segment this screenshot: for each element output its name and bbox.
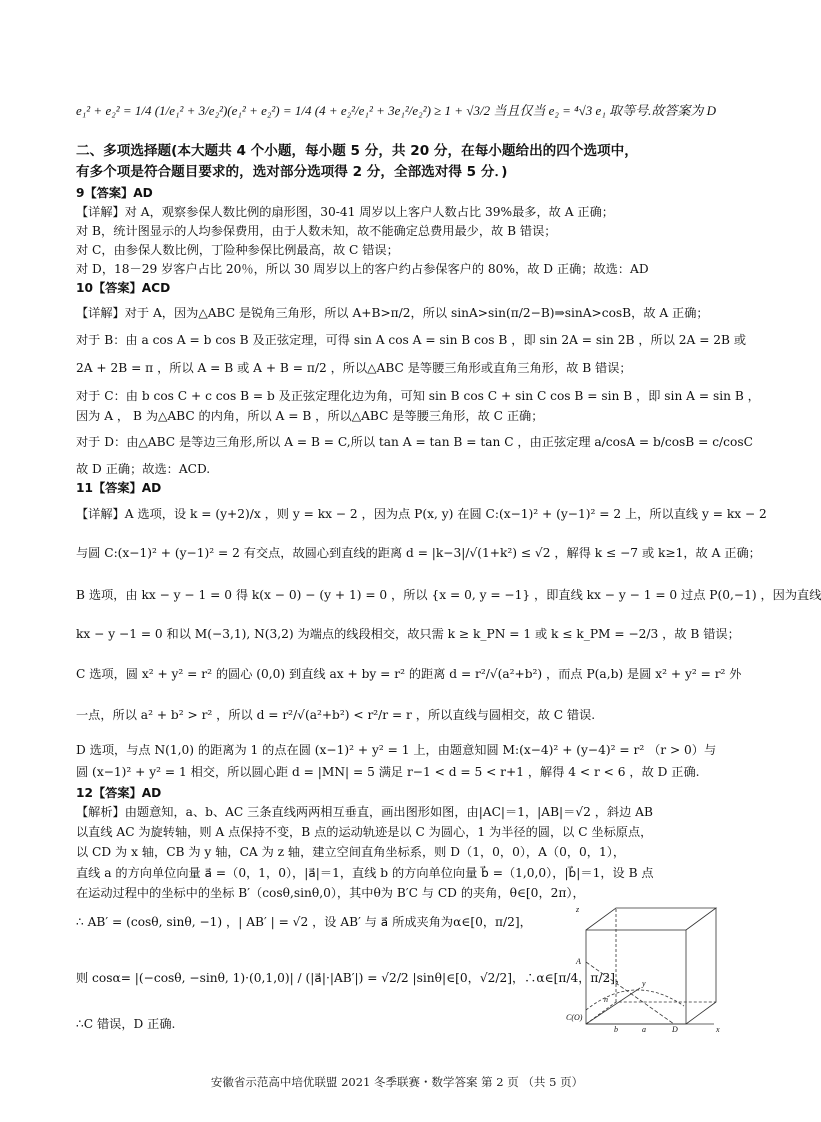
label-av: a: [642, 1025, 646, 1034]
text-line-l31: 在运动过程中的坐标中的坐标 B′（cosθ,sinθ,0），其中θ为 B′C 与 CD 的夹角，θ∈[0，2π），: [76, 886, 585, 900]
text-line-l13: 对于 C：由 b cos C + c cos B = b 及正弦定理化边为角，可知 sin B cos C + sin C cos B = sin B ，即 sin A = sin B ，: [76, 389, 760, 403]
text-line-l21: kx − y −1 = 0 和以 M(−3,1), N(3,2) 为端点的线段相交，故只需 k ≥ k_PN = 1 或 k ≤ k_PM = −2/3 ，故 B 错误；: [76, 627, 740, 641]
page-footer: 安徽省示范高中培优联盟 2021 冬季联赛・数学答案 第 2 页 （共 5 页）: [210, 1075, 584, 1089]
text-line-l23: 一点，所以 a² + b² > r² ，所以 d = r²/√(a²+b²) < r²/r = r ，所以直线与圆相交，故 C 错误.: [76, 708, 596, 722]
text-line-l24: D 选项，与点 N(1,0) 的距离为 1 的点在圆 (x−1)² + y² = 1 上，由题意知圆 M:(x−4)² + (y−4)² = r² （r > 0）与: [76, 743, 717, 757]
text-line-l01: e₁² + e₂² = 1/4 (1/e₁² + 3/e₂²)(e₁² + e₂²) = 1/4 (4 + e₂²/e₁² + 3e₁²/e₂²) ≥ 1 + √3/2 当且仅当 e₂ = ⁴√3 e₁ 取等号.故答案为 D: [76, 103, 716, 118]
text-line-l28: 以直线 AC 为旋转轴，则 A 点保持不变，B 点的运动轨迹是以 C 为圆心，1 为半径的圆，以 C 坐标原点，: [76, 825, 653, 839]
text-line-l17: 11【答案】AD: [76, 481, 162, 495]
text-line-l25: 圆 (x−1)² + y² = 1 相交，所以圆心距 d = |MN| = 5 满足 r−1 < d = 5 < r+1 ，解得 4 < r < 6 ，故 D 正确.: [76, 765, 700, 779]
text-line-l15: 对于 D：由△ABC 是等边三角形,所以 A = B = C,所以 tan A = tan B = tan C ，由正弦定理 a/cosA = b/cosB = c/cosC: [76, 435, 753, 449]
text-line-l14: 因为 A ， B 为△ABC 的内角，所以 A = B ，所以△ABC 是等腰三角形，故 C 正确；: [76, 409, 544, 423]
top-face: [586, 908, 716, 930]
text-line-l16: 故 D 正确；故选：ACD.: [76, 462, 211, 476]
text-line-l03: 有多个项是符合题目要求的，选对部分选项得 2 分，全部选对得 5 分．): [76, 164, 508, 180]
right-face: [686, 908, 716, 1024]
text-line-l34: ∴C 错误，D 正确.: [76, 1017, 176, 1031]
text-line-l20: B 选项，由 kx − y − 1 = 0 得 k(x − 0) − (y + 1) = 0 ，所以 {x = 0, y = −1} ，即直线 kx − y − 1 = 0 过点 P(0,−1) ，因为直线: [76, 588, 821, 602]
text-line-l04: 9【答案】AD: [76, 186, 153, 200]
text-line-l22: C 选项，圆 x² + y² = r² 的圆心 (0,0) 到直线 ax + by = r² 的距离 d = r²/√(a²+b²) ，而点 P(a,b) 是圆 x² + y² = r² 外: [76, 667, 742, 681]
label-x: x: [716, 1025, 720, 1034]
text-line-l07: 对 C，由参保人数比例，丁险种参保比例最高，故 C 错误；: [76, 243, 399, 257]
text-line-l18: 【详解】A 选项，设 k = (y+2)/x ，则 y = kx − 2 ，因为点 P(x, y) 在圆 C:(x−1)² + (y−1)² = 2 上，所以直线 y = kx − 2: [76, 507, 767, 521]
front-face: [586, 930, 686, 1024]
text-line-l30: 直线 a 的方向单位向量 a⃗ =（0，1，0），|a⃗|＝1，直线 b 的方向单位向量 b⃗ =（1,0,0），|b⃗|＝1，设 B 点: [76, 866, 654, 880]
label-y: y: [642, 979, 646, 988]
text-line-l12: 2A + 2B = π ，所以 A = B 或 A + B = π/2 ，所以△ABC 是等腰三角形或直角三角形，故 B 错误；: [76, 361, 632, 375]
text-line-l02: 二、多项选择题(本大题共 4 个小题，每小题 5 分，共 20 分，在每小题给出的四个选项中，: [76, 143, 638, 159]
text-line-l10: 【详解】对于 A，因为△ABC 是锐角三角形，所以 A+B>π/2，所以 sinA>sin(π/2−B)⇒sinA>cosB，故 A 正确；: [76, 306, 709, 320]
text-line-l11: 对于 B：由 a cos A = b cos B 及正弦定理，可得 sin A cos A = sin B cos B ，即 sin 2A = sin 2B ，所以 2A = 2B 或: [76, 333, 747, 347]
text-line-l19: 与圆 C:(x−1)² + (y−1)² = 2 有交点，故圆心到直线的距离 d = |k−3|/√(1+k²) ≤ √2 ，解得 k ≤ −7 或 k≥1，故 A 正确；: [76, 546, 761, 560]
text-line-l33: 则 cosα= |(−cosθ, −sinθ, 1)·(0,1,0)| / (|a⃗|·|AB′|) = √2/2 |sinθ|∈[0，√2/2]，∴α∈[π/4，π/2]，: [76, 971, 628, 985]
text-line-l26: 12【答案】AD: [76, 786, 162, 800]
text-line-l05: 【详解】对 A，观察参保人数比例的扇形图，30-41 周岁以上客户人数占比 39%最多，故 A 正确；: [76, 205, 614, 219]
text-line-l32: ∴ AB′ = (cosθ, sinθ, −1) ，| AB′ | = √2 ，设 AB′ 与 a⃗ 所成夹角为α∈[0，π/2]，: [76, 915, 532, 929]
dashed-arc: [586, 990, 684, 1010]
label-z: z: [576, 905, 580, 914]
text-line-l27: 【解析】由题意知，a、b、AC 三条直线两两相互垂直，画出图形如图，由|AC|＝1，|AB|＝√2 ，斜边 AB: [76, 805, 653, 819]
text-line-l06: 对 B，统计图显示的人均参保费用，由于人数未知，故不能确定总费用最少，故 B 错误；: [76, 224, 557, 238]
label-d: D: [672, 1025, 678, 1034]
text-line-l08: 对 D，18－29 岁客户占比 20％，所以 30 周岁以上的客户约占参保客户的 80%，故 D 正确；故选：AD: [76, 262, 649, 276]
label-c: C(O): [566, 1013, 583, 1022]
text-line-l29: 以 CD 为 x 轴，CB 为 y 轴，CA 为 z 轴，建立空间直角坐标系，则 D（1，0，0），A（0，0，1），: [76, 845, 626, 859]
label-bv: b: [614, 1025, 618, 1034]
geometry-figure: [564, 902, 724, 1034]
label-n: n: [604, 995, 608, 1004]
label-a: A: [576, 957, 581, 966]
hidden-edges: [586, 908, 716, 1024]
axis-y: [586, 988, 640, 1024]
text-line-l09: 10【答案】ACD: [76, 281, 171, 295]
